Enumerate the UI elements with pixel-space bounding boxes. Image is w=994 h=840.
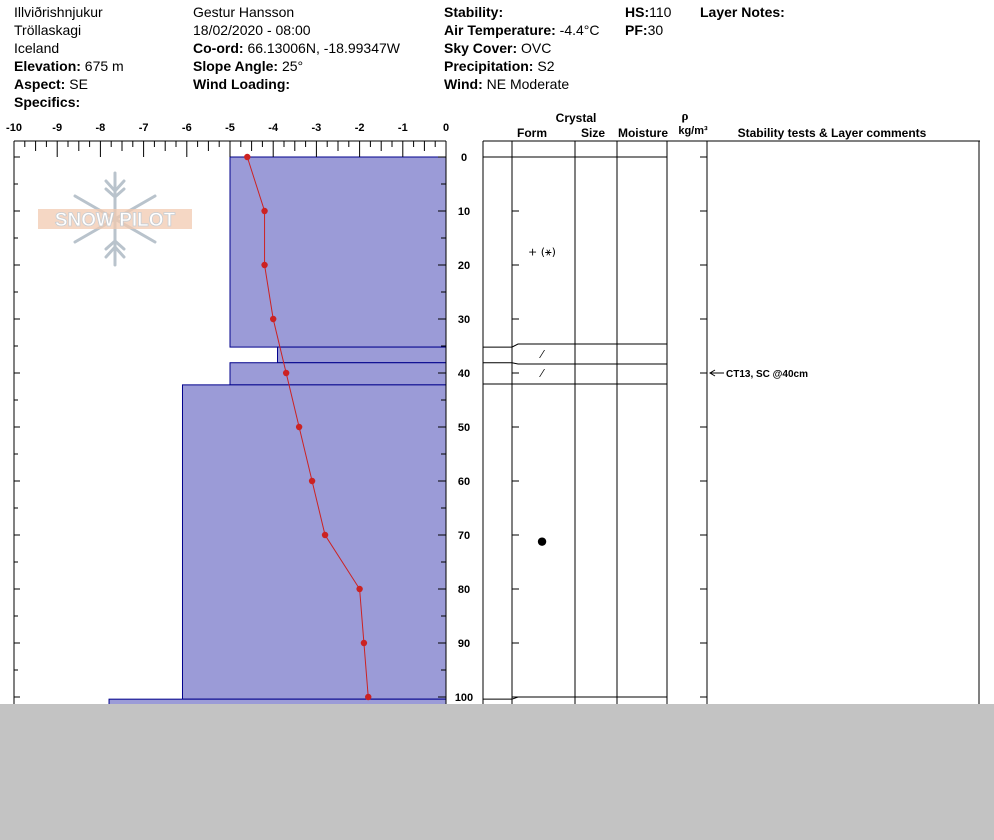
snowpilot-logo <box>38 173 192 265</box>
depth-tick-label: 100 <box>454 692 474 704</box>
stability-label: Stability: <box>444 4 504 20</box>
x-axis <box>6 122 449 157</box>
x-tick-label: -6 <box>181 122 192 134</box>
grain-form-symbol-1: ⁄ <box>541 348 543 362</box>
temperature-point-8 <box>356 586 362 592</box>
wind-label: Wind: <box>444 76 483 92</box>
depth-tick-label: 20 <box>457 260 471 272</box>
form-header: Form <box>517 126 547 140</box>
temperature-point-0 <box>244 154 250 160</box>
range-name: Tröllaskagi <box>14 22 82 38</box>
hs-label: HS: <box>625 4 650 20</box>
x-tick-label: -10 <box>6 122 22 134</box>
table-depth-ticks <box>512 157 707 697</box>
snowpilot-logo-text: SNOW PILOT <box>54 210 176 231</box>
x-tick-label: -3 <box>311 122 322 134</box>
depth-tick-label: 50 <box>457 422 471 434</box>
depth-tick-label: 80 <box>457 584 471 596</box>
depth-tick-label: 0 <box>460 152 468 164</box>
moisture-header: Moisture <box>617 126 669 140</box>
temperature-point-10 <box>365 694 371 700</box>
stability-comment: CT13, SC @40cm <box>726 369 809 380</box>
x-tick-label: -7 <box>138 122 149 134</box>
footer-gray-area <box>0 704 994 840</box>
temperature-point-9 <box>361 640 367 646</box>
specifics-label: Specifics: <box>14 94 81 110</box>
depth-tick-label: 70 <box>457 530 471 542</box>
depth-tick-label: 30 <box>457 314 471 326</box>
x-tick-label: -5 <box>225 122 235 134</box>
x-tick-label: -2 <box>354 122 365 134</box>
density-unit: kg/m³ <box>678 125 708 137</box>
hardness-layer-1 <box>278 347 446 363</box>
layer-notes-label: Layer Notes: <box>700 4 785 20</box>
elevation-value: 675 m <box>84 58 124 74</box>
sky-value: OVC <box>521 40 552 56</box>
hs-value: 110 <box>649 4 672 20</box>
site-name: Illviðrishnjukur <box>14 4 103 20</box>
pf-value: 30 <box>647 22 664 38</box>
size-header: Size <box>580 126 606 140</box>
hardness-layer-2 <box>230 363 446 385</box>
depth-tick-label: 40 <box>457 368 471 380</box>
temperature-point-7 <box>322 532 328 538</box>
grain-form-symbol-3: ● <box>537 534 547 548</box>
grain-form-symbol-0: + (⚹) <box>528 245 556 259</box>
x-tick-label: 0 <box>442 122 450 134</box>
observation-datetime: 18/02/2020 - 08:00 <box>193 22 311 38</box>
precip-label: Precipitation: <box>444 58 534 74</box>
hardness-layer-3 <box>182 385 446 699</box>
air-temp-value: -4.4°C <box>559 22 600 38</box>
depth-tick-label: 90 <box>457 638 471 650</box>
pf-label: PF: <box>625 22 648 38</box>
temperature-point-4 <box>283 370 289 376</box>
x-tick-label: -9 <box>52 122 63 134</box>
x-tick-label: -8 <box>95 122 106 134</box>
precip-value: S2 <box>537 58 555 74</box>
coord-value: 66.13006N, -18.99347W <box>247 40 400 56</box>
x-tick-label: -4 <box>268 122 279 134</box>
stability-header: Stability tests & Layer comments <box>737 126 927 140</box>
depth-tick-label: 10 <box>457 206 471 218</box>
layer-table <box>483 141 980 704</box>
depth-tick-label: 60 <box>457 476 471 488</box>
density-symbol: ρ <box>681 108 689 123</box>
slope-label: Slope Angle: <box>193 58 279 74</box>
temperature-point-3 <box>270 316 276 322</box>
observer-name: Gestur Hansson <box>193 4 295 20</box>
x-tick-label: -1 <box>397 122 408 134</box>
temperature-point-5 <box>296 424 302 430</box>
hardness-layer-0 <box>230 157 446 347</box>
grain-form-symbols <box>528 246 556 548</box>
crystal-header: Crystal <box>555 111 597 125</box>
country-name: Iceland <box>14 40 60 56</box>
hardness-profile <box>109 157 446 705</box>
wind-value: NE Moderate <box>486 76 570 92</box>
temperature-point-1 <box>261 208 267 214</box>
grain-form-symbol-2: ⁄ <box>541 367 543 380</box>
coord-label: Co-ord: <box>193 40 244 56</box>
aspect-label: Aspect: <box>14 76 66 92</box>
temperature-point-2 <box>261 262 267 268</box>
stability-test-marker <box>710 369 808 380</box>
slope-value: 25° <box>281 58 304 74</box>
wind-loading-label: Wind Loading: <box>193 76 291 92</box>
elevation-label: Elevation: <box>14 58 81 74</box>
aspect-value: SE <box>69 76 88 92</box>
temperature-point-6 <box>309 478 315 484</box>
air-temp-label: Air Temperature: <box>444 22 556 38</box>
sky-label: Sky Cover: <box>444 40 518 56</box>
